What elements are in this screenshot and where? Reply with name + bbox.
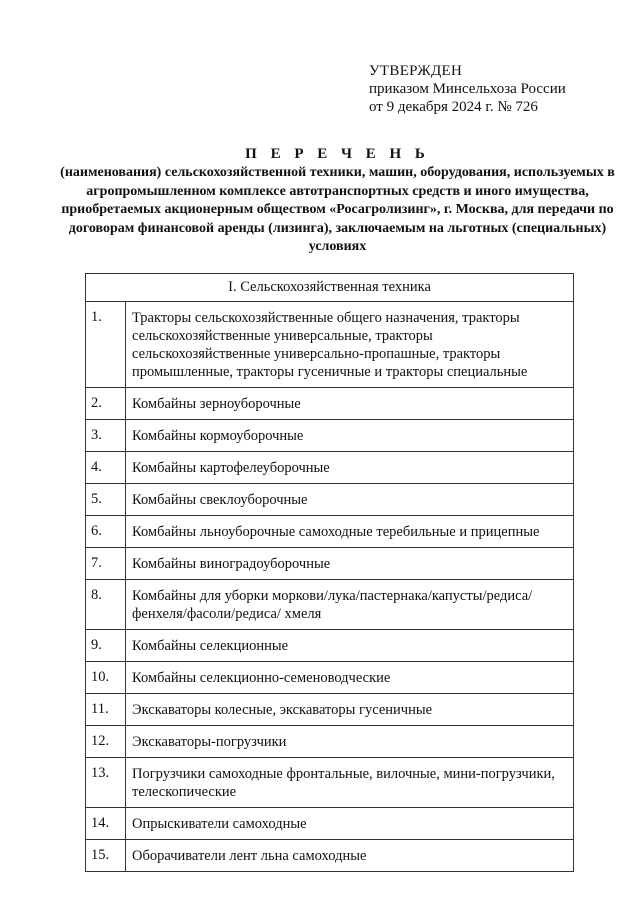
row-number: 15.: [86, 840, 126, 872]
table-row: [86, 516, 574, 548]
row-number: 2.: [86, 388, 126, 420]
row-name: Погрузчики самоходные фронтальные, вилочные, мини-погрузчики, телескопические: [126, 758, 574, 808]
row-number: 7.: [86, 548, 126, 580]
row-name: Комбайны льноуборочные самоходные теребильные и прицепные: [126, 516, 574, 548]
row-name: Комбайны картофелеуборочные: [126, 452, 574, 484]
row-name: Комбайны свеклоуборочные: [126, 484, 574, 516]
table-row: [86, 630, 574, 662]
row-number: 14.: [86, 808, 126, 840]
row-number: 11.: [86, 694, 126, 726]
section-title: I. Сельскохозяйственная техника: [86, 274, 574, 302]
table-row: [86, 726, 574, 758]
row-name: Комбайны селекционные: [126, 630, 574, 662]
table-row: [86, 808, 574, 840]
table-row: [86, 662, 574, 694]
table-row: [86, 420, 574, 452]
table-row: [86, 580, 574, 630]
table-row: [86, 548, 574, 580]
row-name: Экскаваторы-погрузчики: [126, 726, 574, 758]
row-number: 10.: [86, 662, 126, 694]
row-name: Оборачиватели лент льна самоходные: [126, 840, 574, 872]
row-name: Комбайны для уборки моркови/лука/пастернака/капусты/редиса/фенхеля/фасоли/редиса/ хмеля: [126, 580, 574, 630]
approval-status: УТВЕРЖДЕН: [369, 63, 463, 79]
row-name: Экскаваторы колесные, экскаваторы гусеничные: [126, 694, 574, 726]
approval-block: [369, 62, 566, 116]
table-row: [86, 758, 574, 808]
row-number: 5.: [86, 484, 126, 516]
section-row: [86, 274, 574, 302]
equipment-table: [85, 273, 574, 872]
row-name: Комбайны зерноуборочные: [126, 388, 574, 420]
table-row: [86, 694, 574, 726]
table-row: [86, 452, 574, 484]
row-name: Комбайны виноградоуборочные: [126, 548, 574, 580]
approval-order: приказом Минсельхоза России: [369, 81, 566, 97]
row-number: 1.: [86, 302, 126, 388]
approval-date: от 9 декабря 2024 г. № 726: [369, 99, 538, 115]
document-subtitle: (наименования) сельскохозяйственной техники, машин, оборудования, используемых в агропромышленном комплексе автотранспортных средств и иного имущества, приобретаемых акционерным обществом «Росагролизинг», г. Москва, для передачи по договорам финансовой аренды (лизинга), заключаемым на льготных (специальных) условиях: [60, 165, 615, 254]
row-name: Комбайны кормоуборочные: [126, 420, 574, 452]
row-name: Тракторы сельскохозяйственные общего назначения, тракторы сельскохозяйственные универсальные, тракторы сельскохозяйственные универсально-пропашные, тракторы промышленные, тракторы гусеничные и тракторы специальные: [126, 302, 574, 388]
row-name: Опрыскиватели самоходные: [126, 808, 574, 840]
row-number: 8.: [86, 580, 126, 630]
document-title: П Е Р Е Ч Е Н Ь: [245, 146, 430, 162]
table-row: [86, 484, 574, 516]
document-heading: [60, 144, 615, 257]
table-row: [86, 302, 574, 388]
row-number: 9.: [86, 630, 126, 662]
row-number: 12.: [86, 726, 126, 758]
row-number: 4.: [86, 452, 126, 484]
row-number: 3.: [86, 420, 126, 452]
row-number: 13.: [86, 758, 126, 808]
row-number: 6.: [86, 516, 126, 548]
table-row: [86, 388, 574, 420]
row-name: Комбайны селекционно-семеноводческие: [126, 662, 574, 694]
table-row: [86, 840, 574, 872]
